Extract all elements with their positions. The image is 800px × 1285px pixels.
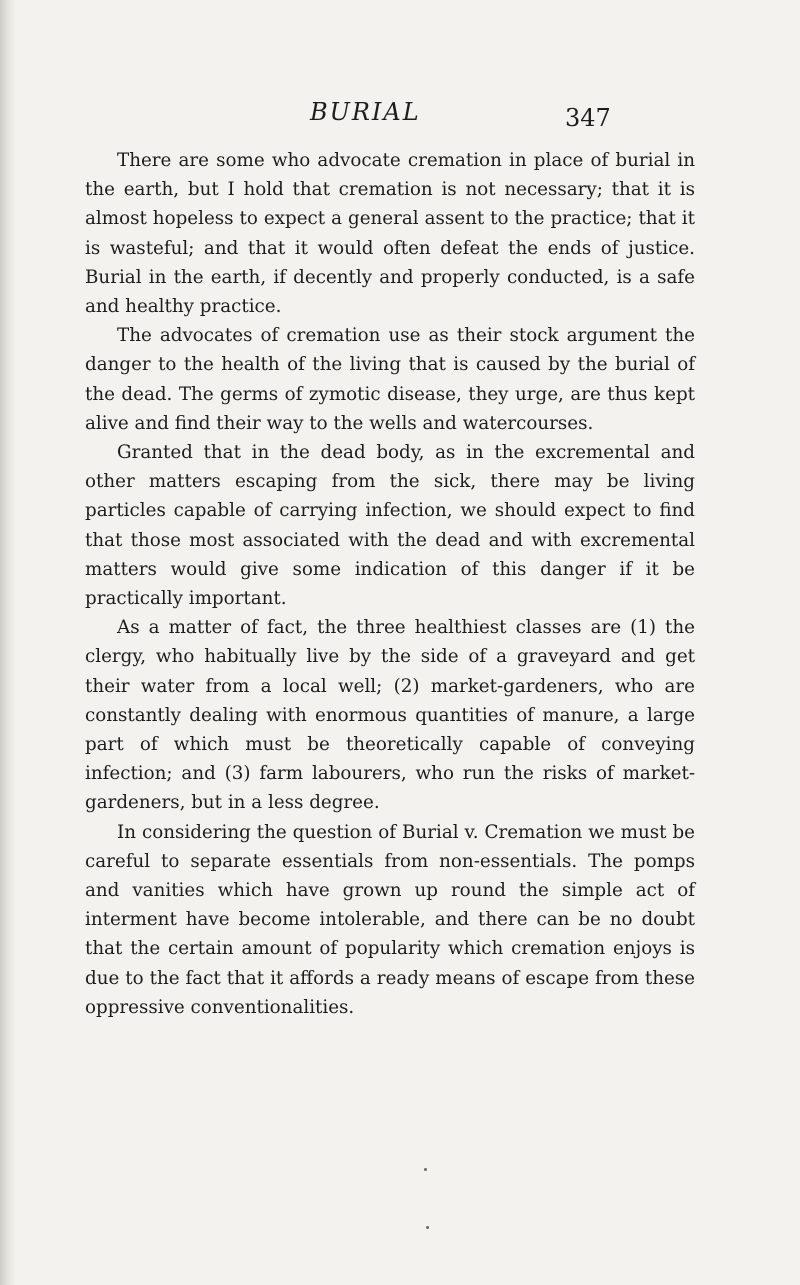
page-header	[0, 98, 800, 138]
page-gutter-shadow	[0, 0, 16, 1285]
paragraph-2: The advocates of cremation use as their stock argument the danger to the health of the living that is caused by the burial of the dead. The germs of zymotic disease, they urge, are thus kept alive and find their way to the wells and watercourses.	[85, 325, 695, 434]
body-text	[85, 146, 695, 1022]
paragraph-4: As a matter of fact, the three healthiest classes are (1) the clergy, who habitually live by the side of a graveyard and get their water from a local well; (2) market-gardeners, who are constantly dealing with enormous quantities of manure, a large part of which must be theoretically capable of conveying infection; and (3) farm labourers, who run the risks of market-gardeners, but in a less degree.	[85, 617, 695, 814]
paragraph-1: There are some who advocate cremation in place of burial in the earth, but I hold that cremation is not necessary; that it is almost hopeless to expect a general assent to the practice; that it is wasteful; and that it would often defeat the ends of justice. Burial in the earth, if decently and properly conducted, is a safe and healthy practice.	[85, 150, 695, 318]
running-head: BURIAL	[310, 98, 421, 126]
paragraph-3: Granted that in the dead body, as in the excremental and other matters escaping from the sick, there may be living particles capable of carrying infection, we should expect to find that those most associated with the dead and with excremental matters would give some indication of this danger if it be practically important.	[85, 442, 695, 610]
print-speck	[424, 1168, 427, 1171]
paragraph-5: In considering the question of Burial v. Cremation we must be careful to separate essentials from non-essentials. The pomps and vanities which have grown up round the simple act of interment have become intolerable, and there can be no doubt that the certain amount of popularity which cremation enjoys is due to the fact that it affords a ready means of escape from these oppressive conventionalities.	[85, 821, 695, 1018]
print-speck	[426, 1226, 429, 1229]
page-number: 347	[565, 104, 611, 132]
